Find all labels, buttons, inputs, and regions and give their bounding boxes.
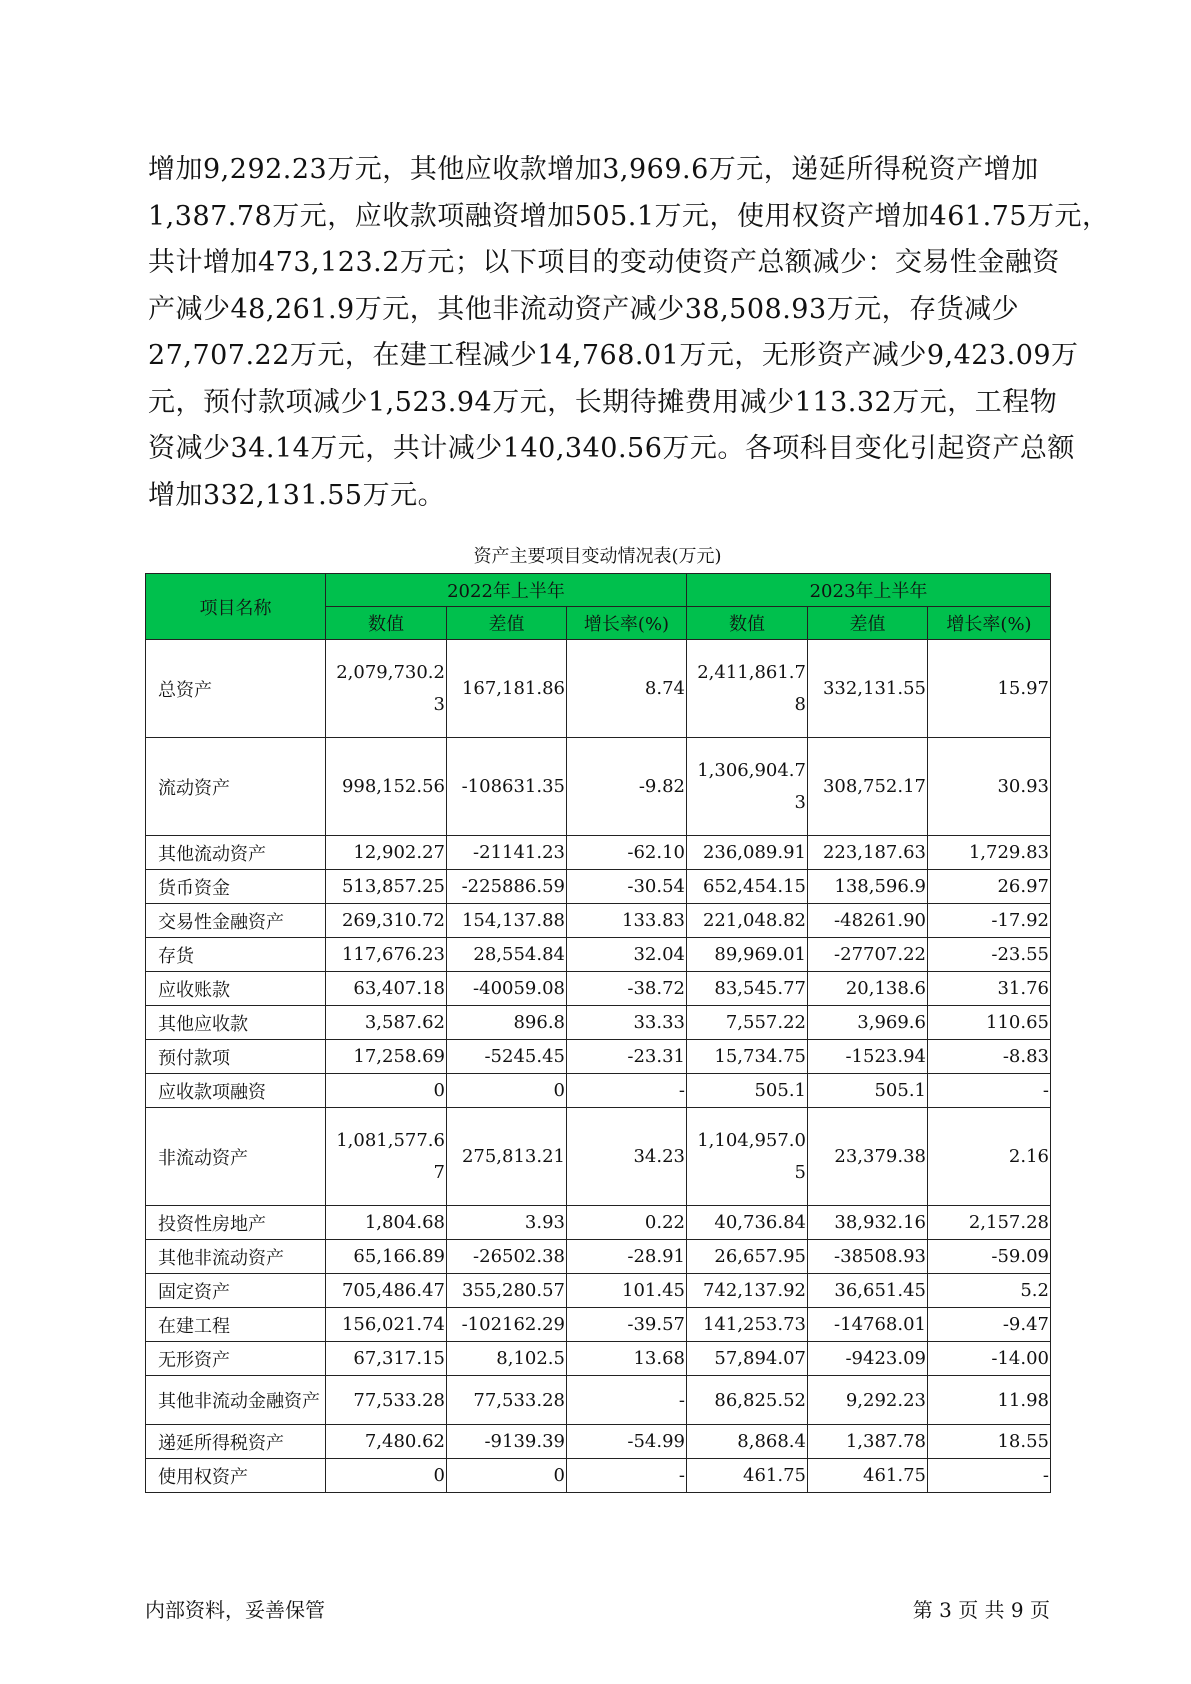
value-2022-cell: 513,857.25 xyxy=(326,870,447,904)
diff-2023-cell: 9,292.23 xyxy=(808,1376,928,1425)
diff-2022-cell: 896.8 xyxy=(447,1006,567,1040)
growth-2023-cell: 18.55 xyxy=(928,1425,1051,1459)
value-2022-cell: 7,480.62 xyxy=(326,1425,447,1459)
value-2023-cell: 7,557.22 xyxy=(687,1006,808,1040)
value-2022-cell: 63,407.18 xyxy=(326,972,447,1006)
header-value-2022: 数值 xyxy=(326,607,447,640)
diff-2023-cell: 138,596.9 xyxy=(808,870,928,904)
table-row xyxy=(146,1342,1051,1376)
item-name-cell: 货币资金 xyxy=(146,870,326,904)
growth-2023-cell: -9.47 xyxy=(928,1308,1051,1342)
diff-2022-cell: 77,533.28 xyxy=(447,1376,567,1425)
item-name-cell: 总资产 xyxy=(146,640,326,738)
growth-2023-cell: 110.65 xyxy=(928,1006,1051,1040)
growth-2022-cell: -38.72 xyxy=(567,972,687,1006)
diff-2023-cell: 1,387.78 xyxy=(808,1425,928,1459)
table-row xyxy=(146,1074,1051,1108)
diff-2023-cell: -1523.94 xyxy=(808,1040,928,1074)
value-2022-cell: 156,021.74 xyxy=(326,1308,447,1342)
header-growth-2023: 增长率(%) xyxy=(928,607,1051,640)
growth-2023-cell: - xyxy=(928,1074,1051,1108)
diff-2022-cell: -40059.08 xyxy=(447,972,567,1006)
table-row xyxy=(146,1006,1051,1040)
header-diff-2022: 差值 xyxy=(447,607,567,640)
table-row xyxy=(146,640,1051,738)
growth-2023-cell: 5.2 xyxy=(928,1274,1051,1308)
growth-2022-cell: 34.23 xyxy=(567,1108,687,1206)
value-2023-cell: 236,089.91 xyxy=(687,836,808,870)
growth-2023-cell: -8.83 xyxy=(928,1040,1051,1074)
table-row xyxy=(146,738,1051,836)
paragraph-line: 产减少48,261.9万元，其他非流动资产减少38,508.93万元，存货减少 xyxy=(148,293,1020,325)
diff-2023-cell: -27707.22 xyxy=(808,938,928,972)
diff-2022-cell: -102162.29 xyxy=(447,1308,567,1342)
header-diff-2023: 差值 xyxy=(808,607,928,640)
value-2023-cell: 652,454.15 xyxy=(687,870,808,904)
table-row xyxy=(146,904,1051,938)
table-row xyxy=(146,1040,1051,1074)
value-2023-cell: 2,411,861.78 xyxy=(687,640,808,738)
table-row xyxy=(146,1240,1051,1274)
paragraph-line: 增加9,292.23万元，其他应收款增加3,969.6万元，递延所得税资产增加 xyxy=(148,154,1039,185)
value-2022-cell: 269,310.72 xyxy=(326,904,447,938)
value-2023-cell: 15,734.75 xyxy=(687,1040,808,1074)
diff-2023-cell: 3,969.6 xyxy=(808,1006,928,1040)
table-body xyxy=(146,640,1051,1493)
table-row xyxy=(146,938,1051,972)
growth-2023-cell: 15.97 xyxy=(928,640,1051,738)
growth-2022-cell: -28.91 xyxy=(567,1240,687,1274)
growth-2023-cell: -59.09 xyxy=(928,1240,1051,1274)
footer-page-number: 第 3 页 共 9 页 xyxy=(912,1598,1050,1622)
growth-2023-cell: 31.76 xyxy=(928,972,1051,1006)
item-name-cell: 其他应收款 xyxy=(146,1006,326,1040)
value-2022-cell: 2,079,730.23 xyxy=(326,640,447,738)
value-2022-cell: 0 xyxy=(326,1459,447,1493)
value-2023-cell: 40,736.84 xyxy=(687,1206,808,1240)
value-2023-cell: 8,868.4 xyxy=(687,1425,808,1459)
value-2023-cell: 742,137.92 xyxy=(687,1274,808,1308)
item-name-cell: 其他非流动资产 xyxy=(146,1240,326,1274)
table-row xyxy=(146,1308,1051,1342)
growth-2022-cell: 133.83 xyxy=(567,904,687,938)
paragraph-line: 共计增加473,123.2万元；以下项目的变动使资产总额减少：交易性金融资 xyxy=(148,247,1060,278)
diff-2022-cell: 167,181.86 xyxy=(447,640,567,738)
growth-2023-cell: -14.00 xyxy=(928,1342,1051,1376)
paragraph-line: 1,387.78万元，应收款项融资增加505.1万元，使用权资产增加461.75万元， xyxy=(148,200,1110,232)
paragraph-line: 资减少34.14万元，共计减少140,340.56万元。各项科目变化引起资产总额 xyxy=(148,433,1075,464)
item-name-cell: 非流动资产 xyxy=(146,1108,326,1206)
growth-2023-cell: 2.16 xyxy=(928,1108,1051,1206)
diff-2023-cell: -14768.01 xyxy=(808,1308,928,1342)
growth-2022-cell: 13.68 xyxy=(567,1342,687,1376)
diff-2022-cell: 0 xyxy=(447,1459,567,1493)
value-2022-cell: 77,533.28 xyxy=(326,1376,447,1425)
diff-2022-cell: -9139.39 xyxy=(447,1425,567,1459)
value-2023-cell: 221,048.82 xyxy=(687,904,808,938)
value-2023-cell: 1,104,957.05 xyxy=(687,1108,808,1206)
growth-2022-cell: 8.74 xyxy=(567,640,687,738)
value-2022-cell: 67,317.15 xyxy=(326,1342,447,1376)
value-2022-cell: 65,166.89 xyxy=(326,1240,447,1274)
diff-2022-cell: 275,813.21 xyxy=(447,1108,567,1206)
header-value-2023: 数值 xyxy=(687,607,808,640)
value-2022-cell: 1,081,577.67 xyxy=(326,1108,447,1206)
growth-2023-cell: 26.97 xyxy=(928,870,1051,904)
value-2022-cell: 17,258.69 xyxy=(326,1040,447,1074)
table-row xyxy=(146,1459,1051,1493)
value-2023-cell: 461.75 xyxy=(687,1459,808,1493)
item-name-cell: 使用权资产 xyxy=(146,1459,326,1493)
paragraph-line: 增加332,131.55万元。 xyxy=(148,479,446,511)
item-name-cell: 存货 xyxy=(146,938,326,972)
growth-2023-cell: 30.93 xyxy=(928,738,1051,836)
value-2023-cell: 141,253.73 xyxy=(687,1308,808,1342)
value-2023-cell: 57,894.07 xyxy=(687,1342,808,1376)
diff-2023-cell: 308,752.17 xyxy=(808,738,928,836)
diff-2023-cell: -38508.93 xyxy=(808,1240,928,1274)
diff-2023-cell: 23,379.38 xyxy=(808,1108,928,1206)
growth-2022-cell: - xyxy=(567,1074,687,1108)
item-name-cell: 其他流动资产 xyxy=(146,836,326,870)
header-period-2022: 2022年上半年 xyxy=(326,574,687,607)
value-2022-cell: 705,486.47 xyxy=(326,1274,447,1308)
growth-2023-cell: 11.98 xyxy=(928,1376,1051,1425)
diff-2022-cell: -21141.23 xyxy=(447,836,567,870)
table-caption: 资产主要项目变动情况表(万元) xyxy=(473,546,722,567)
value-2022-cell: 3,587.62 xyxy=(326,1006,447,1040)
table-row xyxy=(146,1274,1051,1308)
diff-2023-cell: 36,651.45 xyxy=(808,1274,928,1308)
item-name-cell: 递延所得税资产 xyxy=(146,1425,326,1459)
value-2023-cell: 83,545.77 xyxy=(687,972,808,1006)
growth-2022-cell: -39.57 xyxy=(567,1308,687,1342)
table-row xyxy=(146,1376,1051,1425)
diff-2023-cell: 332,131.55 xyxy=(808,640,928,738)
diff-2022-cell: -5245.45 xyxy=(447,1040,567,1074)
diff-2022-cell: 0 xyxy=(447,1074,567,1108)
diff-2023-cell: -9423.09 xyxy=(808,1342,928,1376)
item-name-cell: 流动资产 xyxy=(146,738,326,836)
value-2023-cell: 89,969.01 xyxy=(687,938,808,972)
growth-2023-cell: 2,157.28 xyxy=(928,1206,1051,1240)
growth-2022-cell: 101.45 xyxy=(567,1274,687,1308)
growth-2022-cell: - xyxy=(567,1459,687,1493)
footer-confidential-note: 内部资料，妥善保管 xyxy=(145,1598,325,1622)
header-item-name: 项目名称 xyxy=(146,574,326,640)
diff-2022-cell: 3.93 xyxy=(447,1206,567,1240)
growth-2023-cell: -17.92 xyxy=(928,904,1051,938)
growth-2022-cell: -62.10 xyxy=(567,836,687,870)
value-2023-cell: 26,657.95 xyxy=(687,1240,808,1274)
asset-change-table xyxy=(145,573,1051,1493)
table-row xyxy=(146,1425,1051,1459)
diff-2023-cell: 223,187.63 xyxy=(808,836,928,870)
diff-2022-cell: 154,137.88 xyxy=(447,904,567,938)
table-row xyxy=(146,972,1051,1006)
value-2023-cell: 1,306,904.73 xyxy=(687,738,808,836)
item-name-cell: 投资性房地产 xyxy=(146,1206,326,1240)
growth-2023-cell: -23.55 xyxy=(928,938,1051,972)
table-row xyxy=(146,836,1051,870)
diff-2023-cell: 38,932.16 xyxy=(808,1206,928,1240)
growth-2022-cell: 32.04 xyxy=(567,938,687,972)
diff-2022-cell: -108631.35 xyxy=(447,738,567,836)
paragraph-line: 元，预付款项减少1,523.94万元，长期待摊费用减少113.32万元，工程物 xyxy=(148,386,1058,418)
value-2023-cell: 86,825.52 xyxy=(687,1376,808,1425)
diff-2023-cell: 461.75 xyxy=(808,1459,928,1493)
diff-2023-cell: -48261.90 xyxy=(808,904,928,938)
growth-2022-cell: -30.54 xyxy=(567,870,687,904)
body-paragraph xyxy=(148,147,1110,519)
item-name-cell: 无形资产 xyxy=(146,1342,326,1376)
diff-2023-cell: 20,138.6 xyxy=(808,972,928,1006)
item-name-cell: 固定资产 xyxy=(146,1274,326,1308)
header-period-2023: 2023年上半年 xyxy=(687,574,1051,607)
growth-2023-cell: - xyxy=(928,1459,1051,1493)
table-row xyxy=(146,1206,1051,1240)
diff-2022-cell: -26502.38 xyxy=(447,1240,567,1274)
table-row xyxy=(146,870,1051,904)
item-name-cell: 其他非流动金融资产 xyxy=(146,1376,326,1425)
header-growth-2022: 增长率(%) xyxy=(567,607,687,640)
growth-2022-cell: -9.82 xyxy=(567,738,687,836)
diff-2022-cell: 8,102.5 xyxy=(447,1342,567,1376)
value-2023-cell: 505.1 xyxy=(687,1074,808,1108)
diff-2022-cell: 355,280.57 xyxy=(447,1274,567,1308)
value-2022-cell: 1,804.68 xyxy=(326,1206,447,1240)
growth-2022-cell: 0.22 xyxy=(567,1206,687,1240)
growth-2022-cell: 33.33 xyxy=(567,1006,687,1040)
diff-2023-cell: 505.1 xyxy=(808,1074,928,1108)
table-row xyxy=(146,1108,1051,1206)
diff-2022-cell: -225886.59 xyxy=(447,870,567,904)
growth-2022-cell: -54.99 xyxy=(567,1425,687,1459)
item-name-cell: 预付款项 xyxy=(146,1040,326,1074)
item-name-cell: 应收款项融资 xyxy=(146,1074,326,1108)
item-name-cell: 在建工程 xyxy=(146,1308,326,1342)
value-2022-cell: 998,152.56 xyxy=(326,738,447,836)
growth-2022-cell: -23.31 xyxy=(567,1040,687,1074)
value-2022-cell: 0 xyxy=(326,1074,447,1108)
value-2022-cell: 12,902.27 xyxy=(326,836,447,870)
growth-2022-cell: - xyxy=(567,1376,687,1425)
growth-2023-cell: 1,729.83 xyxy=(928,836,1051,870)
item-name-cell: 应收账款 xyxy=(146,972,326,1006)
paragraph-line: 27,707.22万元，在建工程减少14,768.01万元，无形资产减少9,423.09万 xyxy=(148,340,1079,371)
item-name-cell: 交易性金融资产 xyxy=(146,904,326,938)
diff-2022-cell: 28,554.84 xyxy=(447,938,567,972)
value-2022-cell: 117,676.23 xyxy=(326,938,447,972)
